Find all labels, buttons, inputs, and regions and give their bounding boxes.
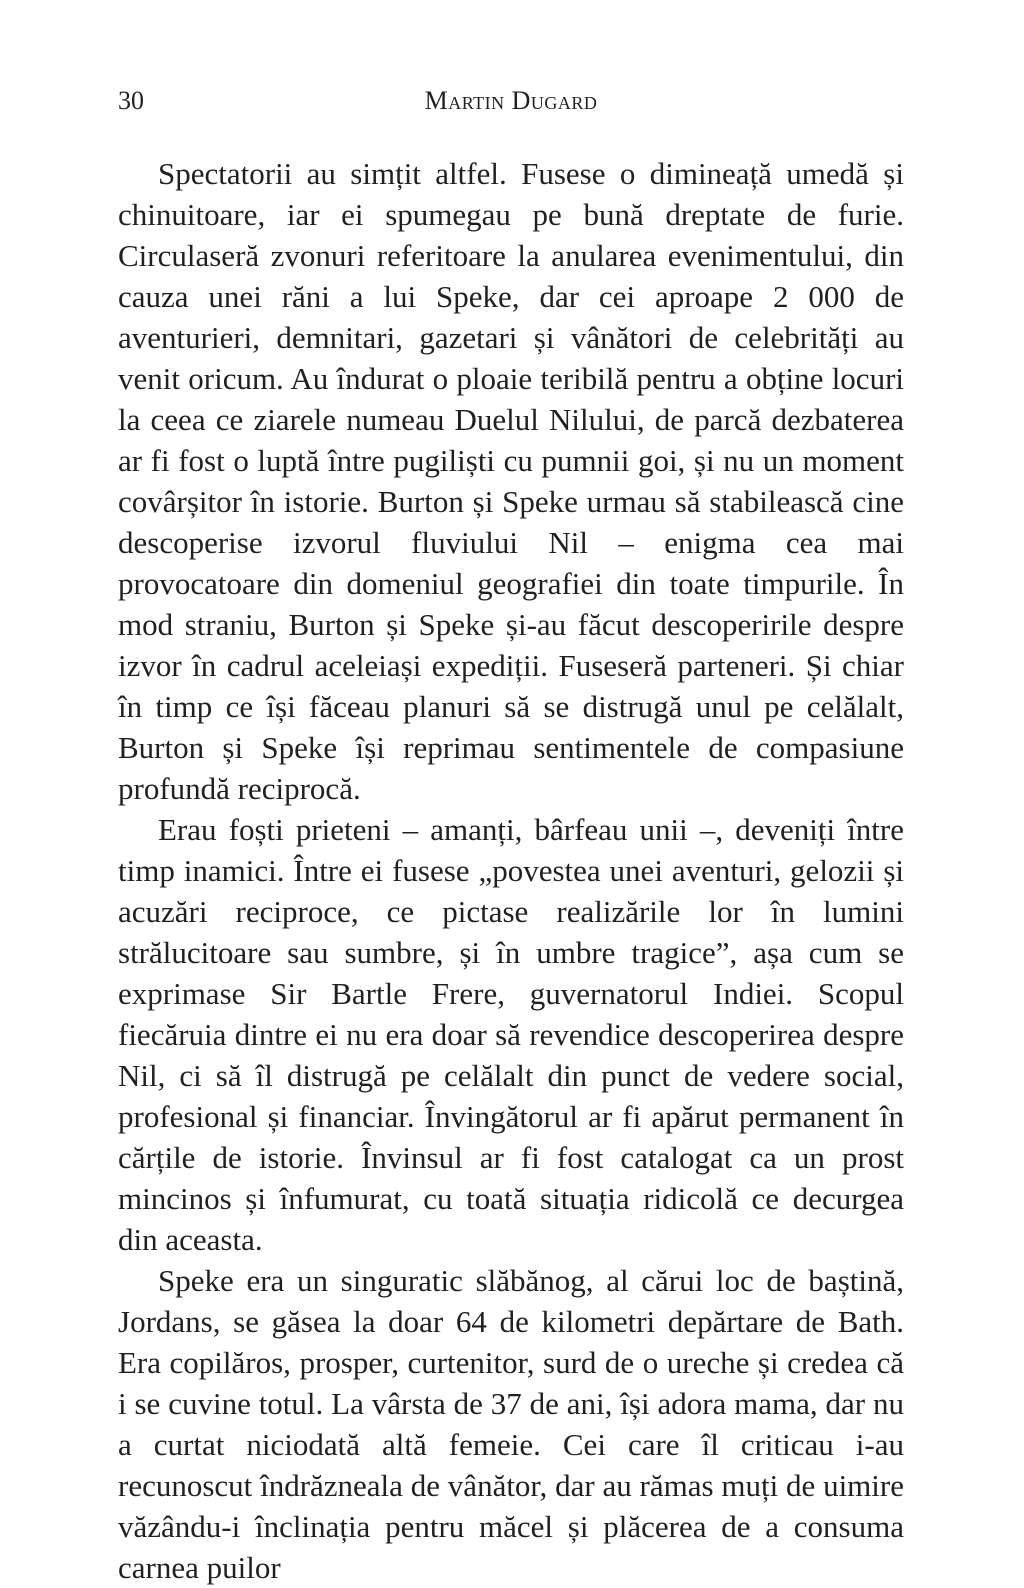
- paragraph-1: Spectatorii au simțit altfel. Fusese o dimineață umedă și chinuitoare, iar ei spumegau pe bună dreptate de furie. Circulaseră zvonuri referitoare la anularea evenimentului, din cauza unei răni a lui Speke, dar cei aproape 2 000 de aventurieri, demnitari, gazetari și vânători de celebrități au venit oricum. Au îndurat o ploaie teribilă pentru a obține locuri la ceea ce ziarele numeau Duelul Nilului, de parcă dezbaterea ar fi fost o luptă între pugiliști cu pumnii goi, și nu un moment covârșitor în istorie. Burton și Speke urmau să stabilească cine descoperise izvorul fluviului Nil – enigma cea mai provocatoare din domeniul geografiei din toate timpurile. În mod straniu, Burton și Speke și-au făcut descoperirile despre izvor în cadrul aceleiași expediții. Fuseseră parteneri. Și chiar în timp ce își făceau planuri să se distrugă unul pe celălalt, Burton și Speke își reprimau sentimentele de compasiune profundă reciprocă.: [118, 156, 904, 806]
- page-header: [118, 84, 904, 124]
- paragraph-3: Speke era un singuratic slăbănog, al cărui loc de baștină, Jordans, se găsea la doar 64 de kilometri depărtare de Bath. Era copilăros, prosper, curtenitor, surd de o ureche și credea că i se cuvine totul. La vârsta de 37 de ani, își adora mama, dar nu a curtat niciodată altă femeie. Cei care îl criticau i-au recunoscut îndrăzneala de vânător, dar au rămas muți de uimire văzându-i înclinația pentru măcel și plăcerea de a consuma carnea puilor: [118, 1263, 904, 1585]
- paragraph-2: Erau foști prieteni – amanți, bârfeau unii –, deveniți între timp inamici. Între ei fusese „povestea unei aventuri, gelozii și acuzări reciproce, ce pictase realizările lor în lumini strălucitoare sau sumbre, și în umbre tragice”, așa cum se exprimase Sir Bartle Frere, guvernatorul Indiei. Scopul fiecăruia dintre ei nu era doar să revendice descoperirea despre Nil, ci să îl distrugă pe celălalt din punct de vedere social, profesional și financiar. Învingătorul ar fi apărut permanent în cărțile de istorie. Învinsul ar fi fost catalogat ca un prost mincinos și înfumurat, cu toată situația ridicolă ce decurgea din aceasta.: [118, 812, 904, 1257]
- body-text: [118, 153, 904, 1588]
- page-number: 30: [118, 86, 144, 115]
- running-title: Martin Dugard: [424, 86, 598, 115]
